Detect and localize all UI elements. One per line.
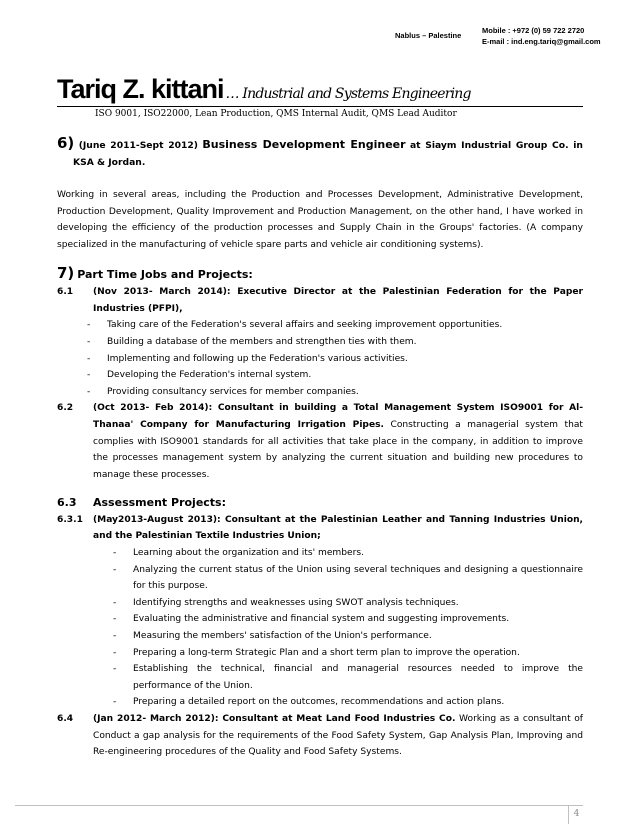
header-location: Nablus – Palestine: [395, 31, 462, 40]
dash-marker: -: [113, 614, 117, 625]
item-6-4-text: Working as a consultant of Conduct a gap analysis for the requirements of the Food Safety System, Gap Analysis Plan, Improving and Re-engineering procedures of the Quality and Food Safety Systems.: [93, 714, 584, 758]
item-6-3-1-bullets: [57, 545, 583, 711]
list-item: - Establishing the technical, financial and managerial resources needed to improve the performance of the Union.: [113, 661, 583, 694]
section-7-title: Part Time Jobs and Projects:: [77, 267, 253, 281]
dash-marker: -: [87, 386, 91, 397]
item-6-2: [57, 400, 583, 483]
list-item: - Developing the Federation's internal system.: [87, 367, 583, 384]
header-contact: [482, 25, 601, 47]
item-6-4-heading: (Jan 2012- March 2012): Consultant at Meat Land Food Industries Co.: [93, 714, 456, 724]
item-6-1-number: 6.1: [57, 287, 74, 298]
dash-marker: -: [113, 597, 117, 608]
item-6-1: [57, 284, 583, 317]
dash-marker: -: [87, 320, 91, 331]
name-title-row: [57, 74, 471, 105]
dash-marker: -: [113, 548, 117, 559]
page-number: 4: [568, 805, 584, 824]
section-6-heading: [57, 135, 583, 171]
section-6-paragraph: Working in several areas, including the Production and Processes Development, Administrative Development, Production Development, Quality Improvement and Production Management, on the other hand, I have worked in developing the efficiency of the production processes and Supply Chain in the Groups' factories. (A company specialized in the manufacturing of vehicle spare parts and vehicle air conditioning systems).: [57, 190, 583, 250]
item-6-2-number: 6.2: [57, 403, 74, 414]
item-6-1-heading: (Nov 2013- March 2014): Executive Director at the Palestinian Federation for the Paper Industries (PFPI),: [93, 287, 583, 314]
item-6-4: [57, 711, 583, 761]
item-6-3-1-number: 6.3.1: [57, 514, 83, 525]
page-content: [57, 135, 583, 761]
section-6-company: at Siaym Industrial Group Co. in KSA & Jordan.: [73, 140, 583, 168]
list-item: - Providing consultancy services for member companies.: [87, 384, 583, 401]
dash-marker: -: [113, 564, 117, 575]
dash-marker: -: [113, 697, 117, 708]
section-6-role: Business Development Engineer: [202, 138, 406, 151]
item-6-3-1-heading: (May2013-August 2013): Consultant at the Palestinian Leather and Tanning Industries Union, and the Palestinian Textile Industries Union;: [93, 514, 583, 542]
person-name: Tariq Z. kittani: [57, 74, 224, 104]
list-item: - Preparing a long-term Strategic Plan and a short term plan to improve the operation.: [113, 645, 583, 662]
section-6-3-heading: [57, 495, 583, 512]
item-6-4-body: [93, 711, 583, 761]
list-item: - Measuring the members' satisfaction of the Union's performance.: [113, 628, 583, 645]
item-6-3-1: [57, 512, 583, 545]
header-mobile: Mobile : +972 (0) 59 722 2720: [482, 26, 585, 35]
section-6-3-title: Assessment Projects:: [93, 496, 227, 510]
dash-marker: -: [113, 631, 117, 642]
section-6-number: 6): [57, 134, 75, 152]
list-item: - Taking care of the Federation's several affairs and seeking improvement opportunities.: [87, 317, 583, 334]
certifications-line: ISO 9001, ISO22000, Lean Production, QMS Internal Audit, QMS Lead Auditor: [95, 109, 457, 119]
list-item: - Analyzing the current status of the Union using several techniques and designing a questionnaire for this purpose.: [113, 562, 583, 595]
header-email[interactable]: E-mail : ind.eng.tariq@gmail.com: [482, 37, 601, 46]
list-item: - Implementing and following up the Federation's various activities.: [87, 351, 583, 368]
list-item: - Identifying strengths and weaknesses using SWOT analysis techniques.: [113, 595, 583, 612]
section-6-period: (June 2011-Sept 2012): [78, 140, 198, 151]
list-item: - Evaluating the administrative and financial system and suggesting improvements.: [113, 611, 583, 628]
item-6-4-number: 6.4: [57, 714, 74, 724]
dash-marker: -: [87, 370, 91, 381]
section-7-heading: [57, 265, 583, 285]
section-6-3-number: 6.3: [57, 496, 77, 510]
list-item: - Building a database of the members and strengthen ties with them.: [87, 334, 583, 351]
item-6-2-body: [93, 400, 583, 483]
dash-marker: -: [87, 336, 91, 347]
item-6-2-heading: (Oct 2013- Feb 2014): Consultant in building a Total Management System ISO9001 for Al-Thanaa' Company for Manufacturing Irrigation Pipes.: [93, 403, 583, 430]
section-7-number: 7): [57, 263, 75, 282]
dash-marker: -: [113, 647, 117, 658]
item-6-2-text: Constructing a managerial system that complies with ISO9001 standards for all activities that take place in the company, in addition to improve the processes management system by analyzing the current situation and building new procedures to manage these processes.: [93, 419, 583, 480]
list-item: - Learning about the organization and its' members.: [113, 545, 583, 562]
list-item: - Preparing a detailed report on the outcomes, recommendations and action plans.: [113, 694, 583, 711]
item-6-1-bullets: [57, 317, 583, 400]
dash-marker: -: [113, 664, 117, 675]
header-divider: [57, 106, 583, 107]
footer-divider: [15, 805, 583, 806]
profession-title: … Industrial and Systems Engineering: [225, 86, 471, 102]
dash-marker: -: [87, 353, 91, 364]
